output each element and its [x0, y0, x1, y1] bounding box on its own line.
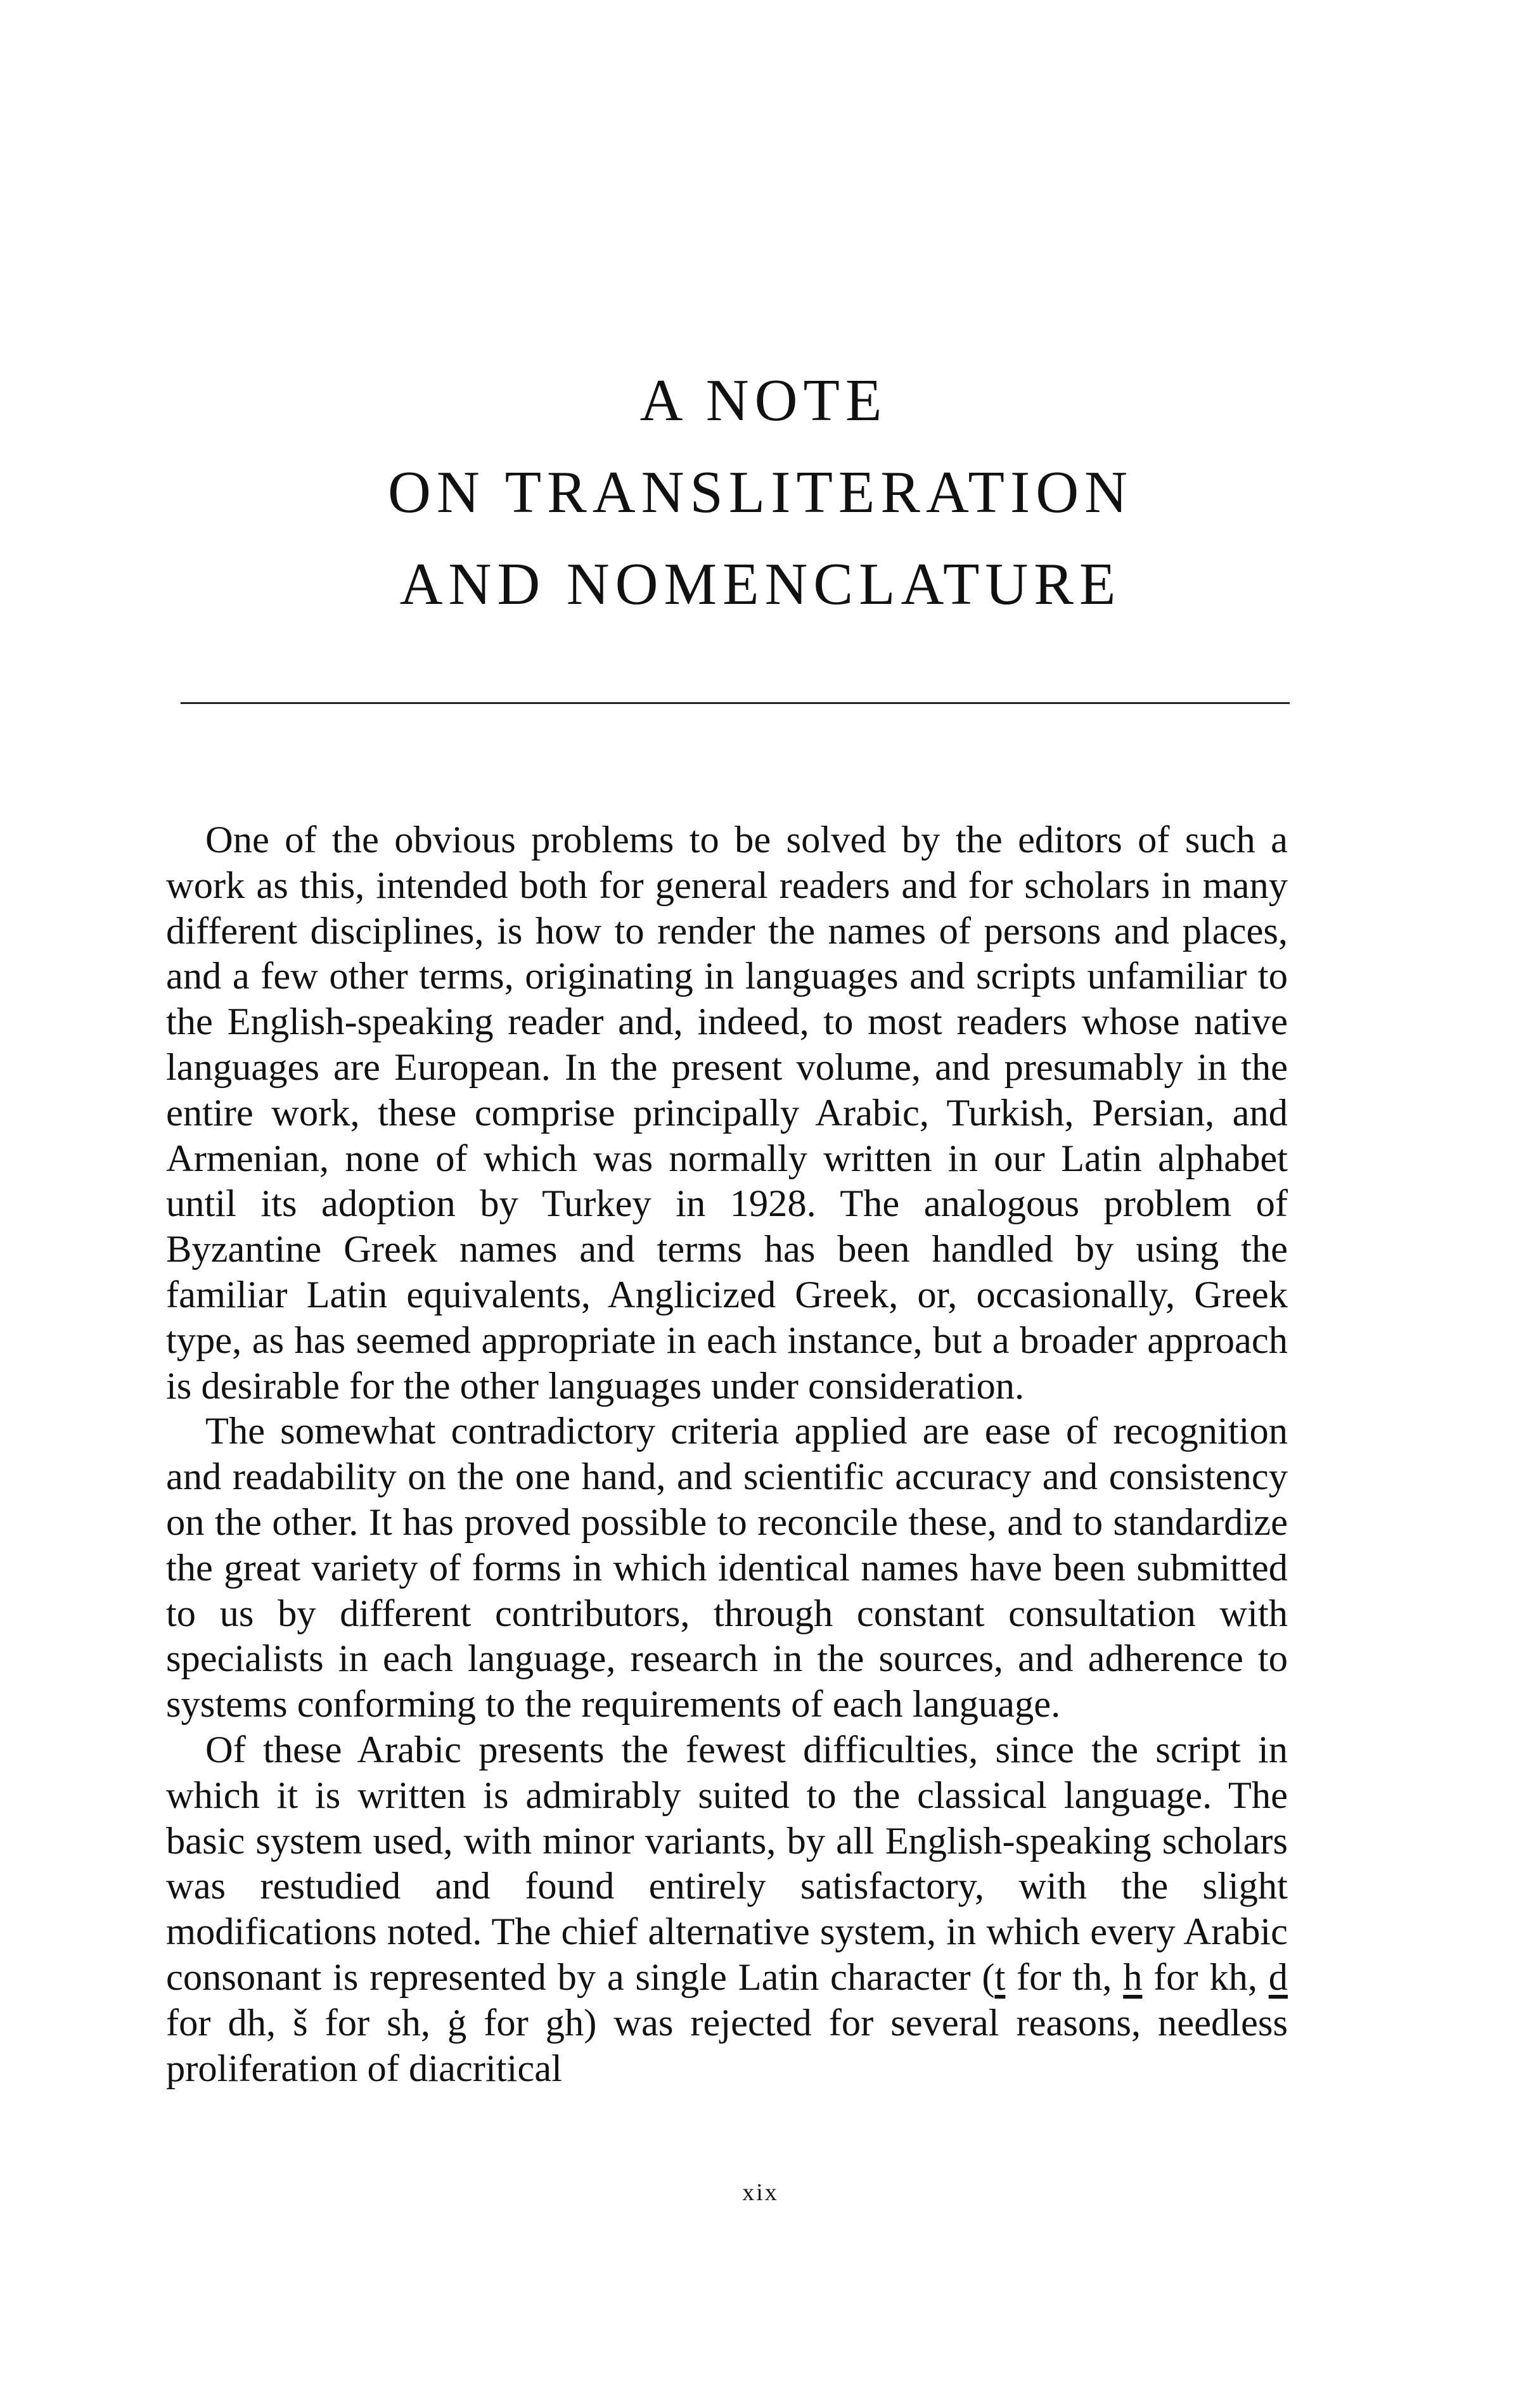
- paragraph-3: [166, 1727, 1288, 2091]
- chapter-title: [0, 355, 1521, 631]
- title-line-2: ON TRANSLITERATION: [388, 459, 1133, 525]
- title-line-3: AND NOMENCLATURE: [399, 551, 1122, 617]
- paragraph-3-text-before: Of these Arabic presents the fewest difficulties, since the script in which it is written is admirably suited to the classical language. The basic system used, with minor variants, by all English-speaking scholars was restudied and found entirely satisfactory, with the slight modifications noted. The chief alternative system, in which every Arabic consonant is represented by a single Latin character (: [166, 1728, 1288, 1999]
- translit-d-rest: for dh,: [166, 2001, 293, 2044]
- translit-s-rest: for sh,: [307, 2001, 447, 2044]
- paragraph-1: One of the obvious problems to be solved by the editors of such a work as this, intended both for general readers and for scholars in many different disciplines, is how to render the names of persons and places, and a few other terms, originating in languages and scripts unfamiliar to the English-speaking reader and, indeed, to most readers whose native languages are European. In the present volume, and presumably in the entire work, these comprise principally Arabic, Turkish, Persian, and Armenian, none of which was normally written in our Latin alphabet until its adoption by Turkey in 1928. The analogous problem of Byzantine Greek names and terms has been handled by using the familiar Latin equivalents, Anglicized Greek, or, occasionally, Greek type, as has seemed appropriate in each instance, but a broader approach is desirable for the other languages under consideration.: [166, 819, 1288, 1407]
- translit-t-rest: for th,: [1005, 1956, 1124, 1999]
- body-text: [166, 817, 1288, 2091]
- page-number: xix: [742, 2179, 779, 2206]
- translit-h-rest: for kh,: [1142, 1956, 1269, 1999]
- paragraph-2: The somewhat contradictory criteria applied are ease of recognition and readability on the one hand, and scientific accuracy and consistency on the other. It has proved possible to reconcile these, and to standardize the great variety of forms in which identical names have been submitted to us by different contributors, through constant consultation with specialists in each language, research in the sources, and adherence to systems conforming to the requirements of each language.: [166, 1410, 1288, 1726]
- translit-g-char: ġ: [447, 2001, 467, 2044]
- title-rule-divider: [181, 702, 1290, 704]
- translit-s-char: š: [293, 2001, 308, 2044]
- translit-h-char: h: [1123, 1956, 1143, 1999]
- translit-t-char: t: [994, 1956, 1006, 1999]
- translit-d-char: d: [1268, 1956, 1288, 1999]
- title-line-1: A NOTE: [639, 368, 888, 433]
- paragraph-3-text-after: for gh) was rejected for several reasons, needless proliferation of diacritical: [166, 2001, 1288, 2090]
